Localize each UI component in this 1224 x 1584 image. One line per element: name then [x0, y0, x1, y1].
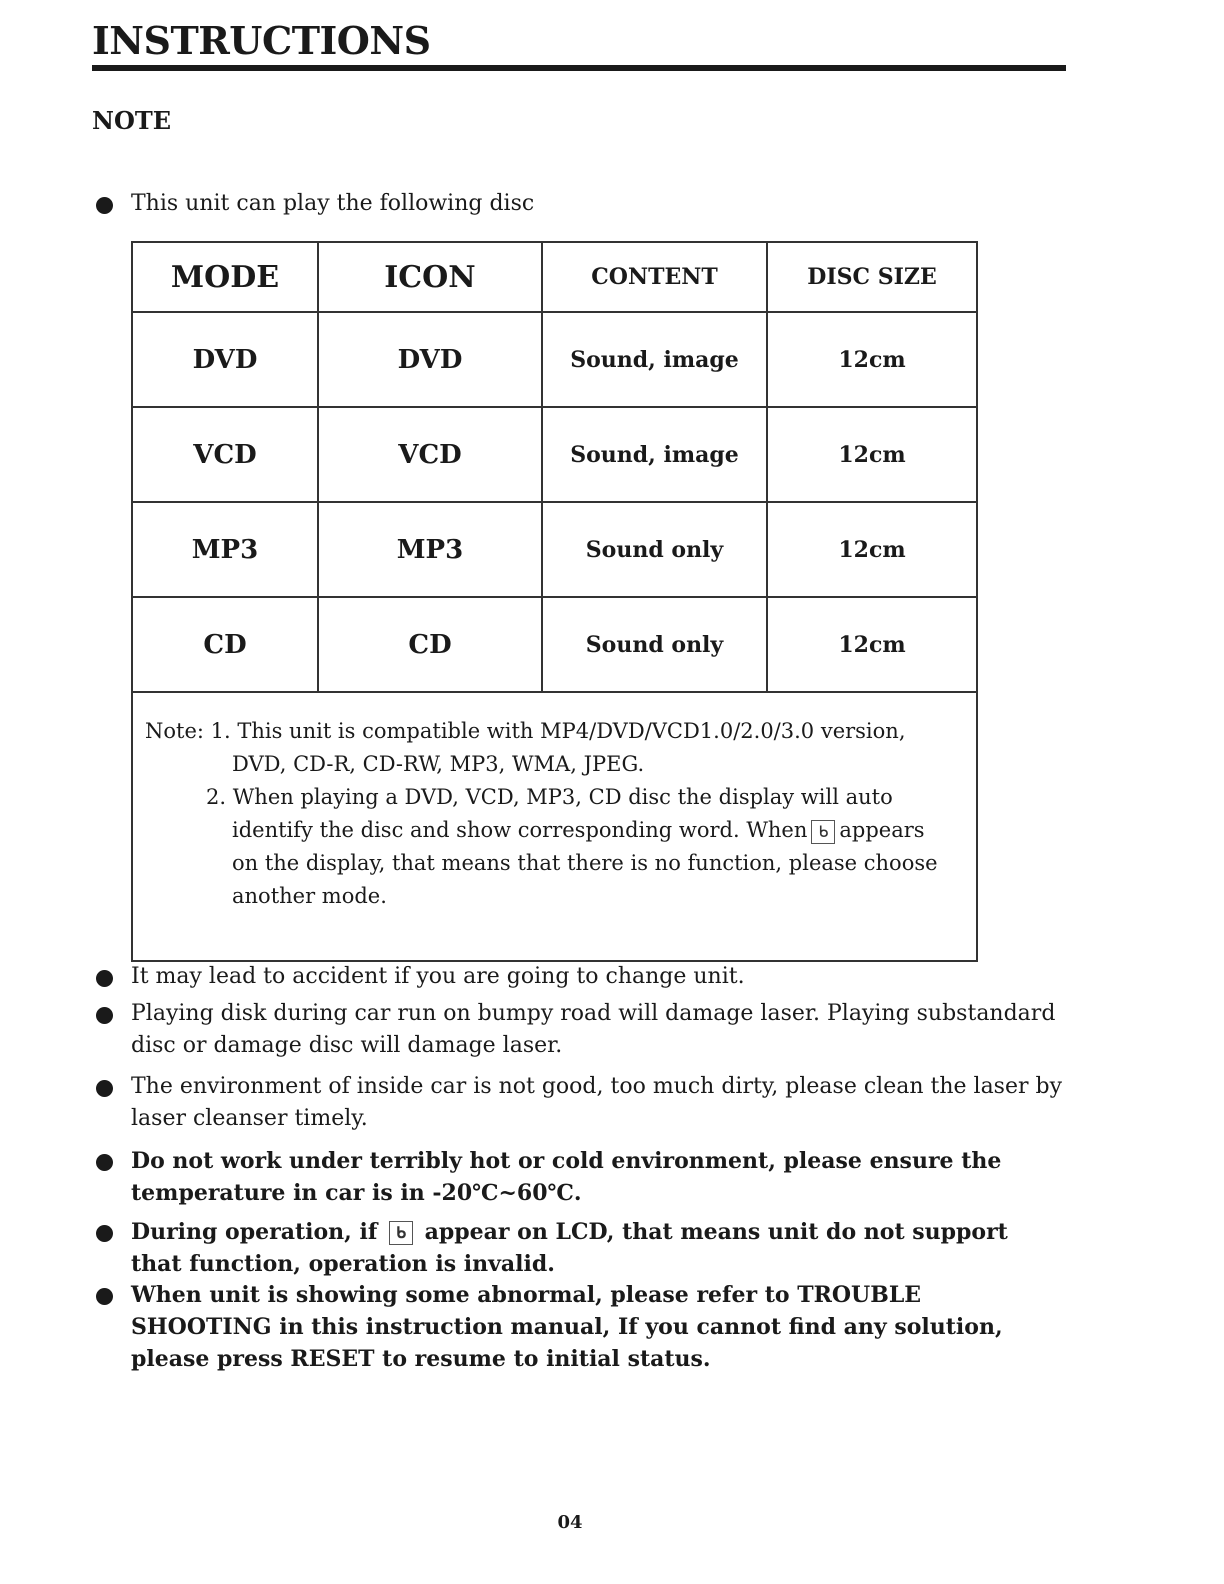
- cell-icon: CD: [318, 597, 542, 692]
- cell-disc-size: 12cm: [767, 407, 977, 502]
- bullet-item: [96, 961, 1086, 993]
- bullet-text: This unit can play the following disc: [131, 191, 535, 216]
- bullet-text: Do not work under terribly hot or cold environment, please ensure the temperature in car is in -20℃~60℃.: [131, 1148, 1002, 1206]
- note-line: 2. When playing a DVD, VCD, MP3, CD disc the display will auto: [206, 785, 893, 809]
- bullet-icon: [96, 1154, 113, 1171]
- table-row: [132, 312, 977, 407]
- column-header-content: CONTENT: [542, 242, 767, 312]
- bullet-icon: [96, 197, 113, 214]
- page-title: INSTRUCTIONS: [92, 18, 431, 63]
- cell-content: Sound only: [542, 597, 767, 692]
- table-note-row: [132, 692, 977, 961]
- note-text: appears: [839, 818, 925, 842]
- table-row: [132, 597, 977, 692]
- note-line: on the display, that means that there is no function, please choose: [232, 851, 938, 875]
- bullet-text: [131, 1216, 1066, 1280]
- cell-icon: VCD: [318, 407, 542, 502]
- cell-mode: CD: [132, 597, 318, 692]
- page-number: 04: [557, 1512, 583, 1533]
- bullet-item: [96, 1216, 1086, 1280]
- bullet-item: [96, 1145, 1086, 1209]
- bullet-icon: [96, 1225, 113, 1242]
- bullet-item: [96, 998, 1086, 1062]
- no-function-icon: ᑲ: [389, 1221, 413, 1245]
- table-header-row: [132, 242, 977, 312]
- column-header-mode: MODE: [132, 242, 318, 312]
- cell-mode: MP3: [132, 502, 318, 597]
- bullet-icon: [96, 1288, 113, 1305]
- bullet-text-part: During operation, if: [131, 1219, 378, 1245]
- bullet-icon: [96, 1007, 113, 1024]
- note-line: another mode.: [232, 884, 387, 908]
- cell-disc-size: 12cm: [767, 312, 977, 407]
- cell-mode: DVD: [132, 312, 318, 407]
- title-divider: [92, 65, 1066, 71]
- cell-icon: MP3: [318, 502, 542, 597]
- cell-content: Sound, image: [542, 407, 767, 502]
- note-line: [145, 814, 964, 847]
- no-function-icon: ᑲ: [811, 820, 835, 844]
- table-note: [132, 692, 977, 961]
- bullet-text: It may lead to accident if you are going to change unit.: [131, 964, 745, 989]
- bullet-item: [96, 1071, 1086, 1135]
- note-line: Note: 1. This unit is compatible with MP4/DVD/VCD1.0/2.0/3.0 version,: [145, 719, 906, 743]
- column-header-disc-size: DISC SIZE: [767, 242, 977, 312]
- cell-mode: VCD: [132, 407, 318, 502]
- note-line: DVD, CD-R, CD-RW, MP3, WMA, JPEG.: [232, 752, 645, 776]
- bullet-icon: [96, 1080, 113, 1097]
- bullet-text: When unit is showing some abnormal, please refer to TROUBLE SHOOTING in this instruction manual, If you cannot find any solution, please press RESET to resume to initial status.: [131, 1282, 1003, 1372]
- cell-content: Sound only: [542, 502, 767, 597]
- disc-compatibility-table: [131, 241, 978, 962]
- cell-content: Sound, image: [542, 312, 767, 407]
- bullet-text: The environment of inside car is not good, too much dirty, please clean the laser by laser cleanser timely.: [131, 1074, 1063, 1131]
- cell-disc-size: 12cm: [767, 502, 977, 597]
- bullet-item: [96, 1279, 1086, 1375]
- table-row: [132, 407, 977, 502]
- column-header-icon: ICON: [318, 242, 542, 312]
- cell-disc-size: 12cm: [767, 597, 977, 692]
- note-text: identify the disc and show corresponding word. When: [232, 818, 808, 842]
- bullet-text-part: appear on LCD, that means unit do not support that function, operation is invalid.: [131, 1219, 1008, 1277]
- table-row: [132, 502, 977, 597]
- bullet-icon: [96, 970, 113, 987]
- section-heading-note: NOTE: [92, 106, 171, 135]
- bullet-text: Playing disk during car run on bumpy road will damage laser. Playing substandard disc or damage disc will damage laser.: [131, 1001, 1056, 1058]
- bullet-item-intro: [96, 188, 534, 220]
- cell-icon: DVD: [318, 312, 542, 407]
